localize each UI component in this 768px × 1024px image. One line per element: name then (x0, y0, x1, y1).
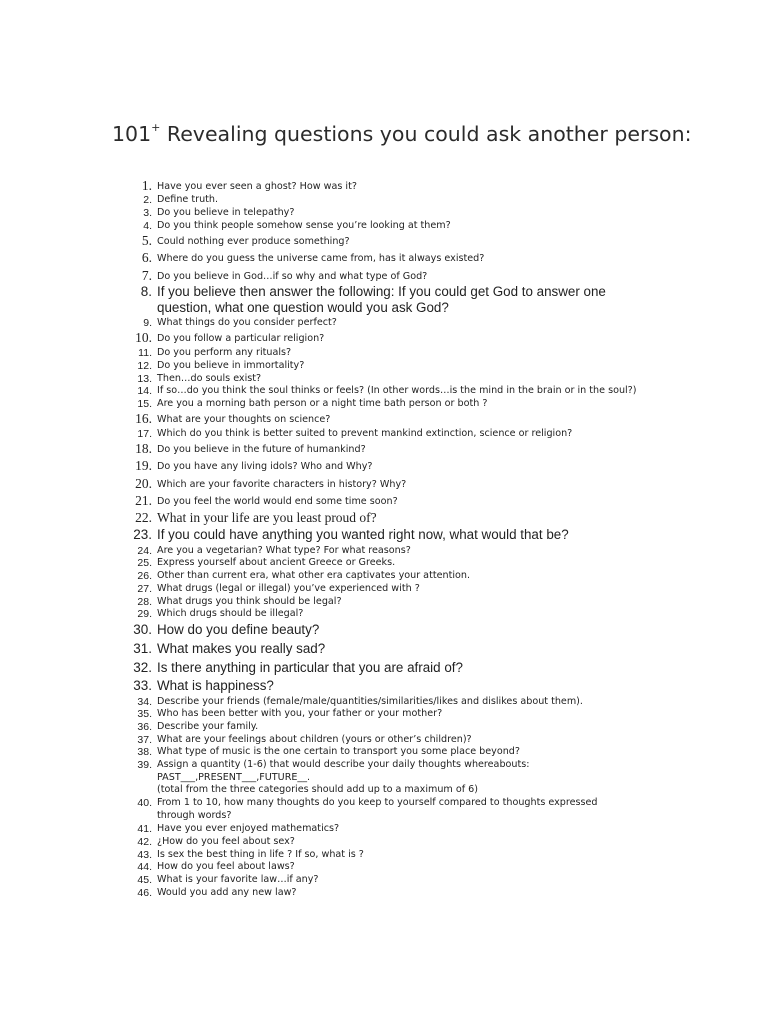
item-number: 5. (141, 233, 152, 248)
item-number: 9. (143, 317, 152, 329)
item-text-line-3: (total from the three categories should add up to a maximum of 6) (157, 784, 478, 796)
item-number: 13. (137, 373, 152, 385)
item-text: Express yourself about ancient Greece or Greeks. (157, 557, 396, 568)
item-text: Define truth. (157, 194, 219, 205)
item-text: Do you have any living idols? Who and Why? (157, 461, 373, 472)
item-text: Have you ever seen a ghost? How was it? (157, 181, 357, 192)
item-text: How do you feel about laws? (157, 861, 295, 872)
item-number: 34. (137, 696, 152, 708)
item-text: Who has been better with you, your father or your mother? (157, 708, 443, 719)
item-text: From 1 to 10, how many thoughts do you keep to yourself compared to thoughts expressed through words? (157, 797, 598, 821)
item-number: 21. (135, 493, 152, 508)
item-number: 45. (137, 874, 152, 886)
item-text: Do you feel the world would end some time soon? (157, 496, 398, 507)
item-number: 17. (137, 428, 152, 440)
item-number: 44. (137, 861, 152, 873)
item-number: 2. (143, 194, 152, 206)
item-number: 41. (137, 823, 152, 835)
item-text: Which do you think is better suited to prevent mankind extinction, science or religion? (157, 428, 573, 439)
item-text: Describe your family. (157, 721, 259, 732)
item-number: 31. (133, 641, 152, 656)
item-number: 32. (133, 660, 152, 675)
item-text-line-2: PAST___,PRESENT___,FUTURE__. (157, 771, 311, 783)
item-text: What drugs (legal or illegal) you’ve experienced with ? (157, 583, 420, 594)
item-text: Other than current era, what other era captivates your attention. (157, 570, 470, 581)
item-number: 1. (141, 178, 152, 193)
item-number: 42. (137, 836, 152, 848)
item-number: 10. (135, 330, 152, 345)
item-number: 43. (137, 849, 152, 861)
item-text: How do you define beauty? (157, 622, 320, 637)
item-text: What are your thoughts on science? (157, 414, 331, 425)
item-number: 40. (137, 797, 152, 809)
item-text: If so…do you think the soul thinks or feels? (In other words…is the mind in the brain or in the soul?) (157, 385, 637, 396)
item-text: Which are your favorite characters in history? Why? (157, 479, 407, 490)
item-text: If you believe then answer the following: If you could get God to answer one question, what one question would you ask God? (157, 284, 606, 315)
item-text: Could nothing ever produce something? (157, 236, 350, 247)
item-number: 4. (143, 220, 152, 232)
item-number: 24. (137, 545, 152, 557)
item-text: If you could have anything you wanted right now, what would that be? (157, 527, 569, 542)
item-text: Are you a morning bath person or a night time bath person or both ? (157, 398, 488, 409)
item-text: What is your favorite law…if any? (157, 874, 319, 885)
item-number: 20. (135, 476, 152, 491)
item-text: Would you add any new law? (157, 887, 297, 898)
item-text: Assign a quantity (1-6) that would describe your daily thoughts whereabouts: (157, 759, 530, 770)
item-number: 28. (137, 596, 152, 608)
item-number: 30. (133, 622, 152, 637)
item-text: Are you a vegetarian? What type? For what reasons? (157, 545, 411, 556)
item-number: 3. (143, 207, 152, 219)
item-text: Do you think people somehow sense you’re looking at them? (157, 220, 451, 231)
item-number: 22. (135, 510, 152, 525)
item-number: 18. (135, 441, 152, 456)
item-text: Have you ever enjoyed mathematics? (157, 823, 340, 834)
item-text: What makes you really sad? (157, 641, 326, 656)
item-number: 37. (137, 734, 152, 746)
item-text: Then…do souls exist? (157, 373, 262, 384)
item-number: 38. (137, 746, 152, 758)
item-number: 27. (137, 583, 152, 595)
item-number: 14. (137, 385, 152, 397)
item-number: 33. (133, 678, 152, 693)
item-number: 46. (137, 887, 152, 899)
item-text: Do you believe in God…if so why and what type of God? (157, 271, 428, 282)
title-number: 101 (112, 121, 152, 146)
item-text: Do you follow a particular religion? (157, 333, 325, 344)
item-text: Do you believe in telepathy? (157, 207, 295, 218)
title-text: Revealing questions you could ask another person: (160, 121, 692, 146)
item-text: Do you perform any rituals? (157, 347, 292, 358)
item-text: Do you believe in the future of humankind? (157, 444, 366, 455)
title-superscript: + (151, 121, 161, 134)
item-number: 19. (135, 458, 152, 473)
item-number: 35. (137, 708, 152, 720)
item-text: Which drugs should be illegal? (157, 608, 304, 619)
item-number: 8. (140, 284, 152, 299)
item-number: 26. (137, 570, 152, 582)
item-number: 7. (141, 268, 152, 283)
item-number: 15. (137, 398, 152, 410)
item-text: What things do you consider perfect? (157, 317, 337, 328)
item-number: 11. (138, 347, 152, 359)
item-text: Is there anything in particular that you are afraid of? (157, 660, 463, 675)
item-number: 6. (141, 250, 152, 265)
item-text: What drugs you think should be legal? (157, 596, 342, 607)
item-text: Is sex the best thing in life ? If so, what is ? (157, 849, 364, 860)
item-number: 36. (137, 721, 152, 733)
item-text: Do you believe in immortality? (157, 360, 305, 371)
item-text: What in your life are you least proud of? (157, 510, 377, 525)
item-text: Describe your friends (female/male/quantities/similarities/likes and dislikes about them). (157, 696, 583, 707)
item-text: What are your feelings about children (yours or other’s children)? (157, 734, 472, 745)
item-text: Where do you guess the universe came from, has it always existed? (157, 253, 485, 264)
item-number: 16. (135, 411, 152, 426)
item-number: 25. (137, 557, 152, 569)
item-text: What is happiness? (157, 678, 274, 693)
item-text: What type of music is the one certain to transport you some place beyond? (157, 746, 520, 757)
item-number: 29. (137, 608, 152, 620)
item-number: 23. (133, 527, 152, 542)
item-text: ¿How do you feel about sex? (157, 836, 295, 847)
item-number: 12. (137, 360, 152, 372)
item-number: 39. (137, 759, 152, 771)
